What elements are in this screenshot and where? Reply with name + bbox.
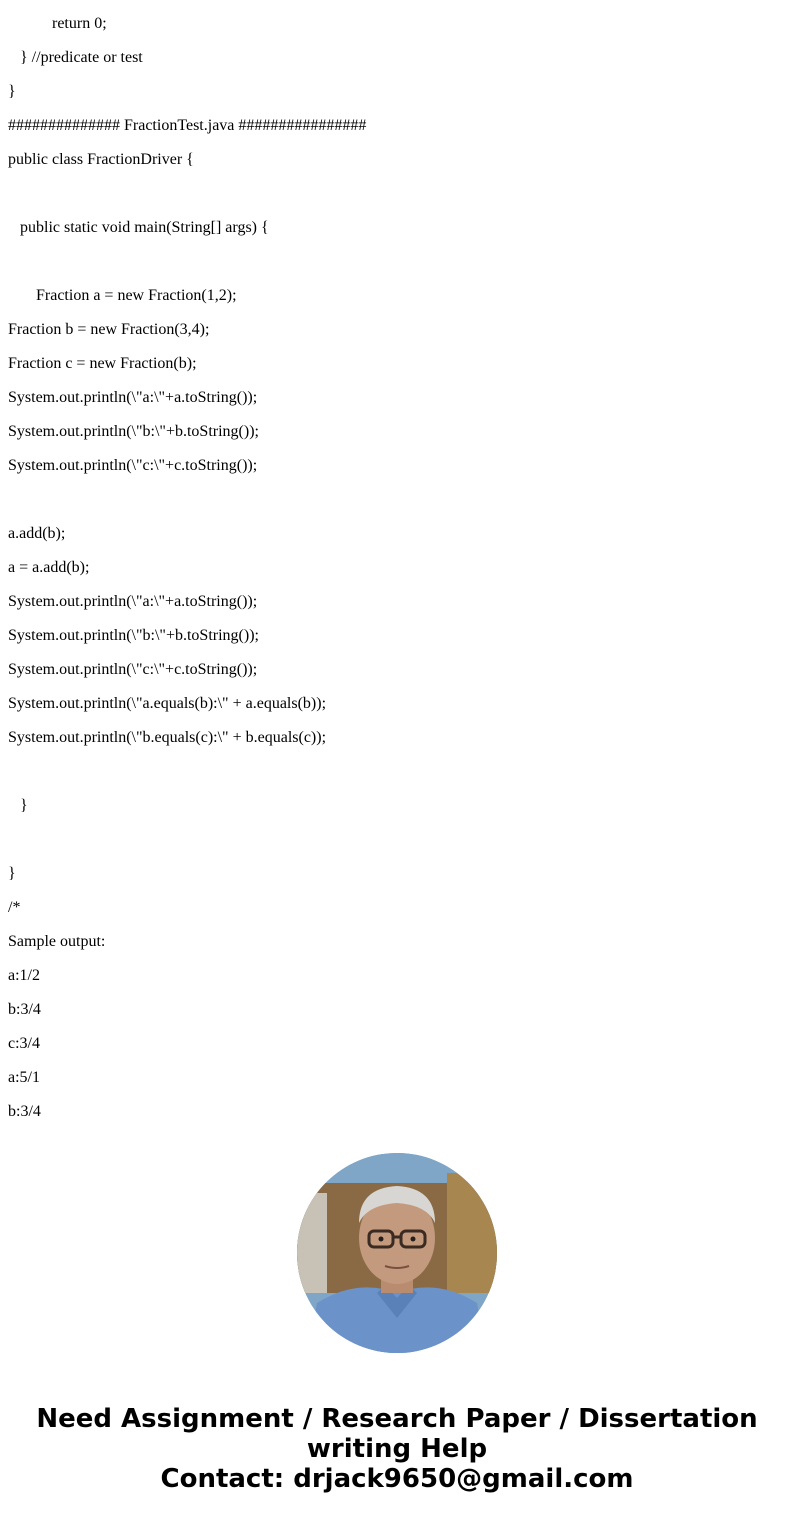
code-line: System.out.println(\"a:\"+a.toString());	[8, 389, 258, 406]
code-line: }	[8, 83, 16, 100]
code-line: Fraction a = new Fraction(1,2);	[8, 287, 237, 304]
code-line: a:5/1	[8, 1069, 40, 1086]
code-line: b:3/4	[8, 1103, 41, 1120]
code-line: return 0;	[8, 15, 107, 32]
code-line: System.out.println(\"b:\"+b.toString());	[8, 627, 259, 644]
code-line: System.out.println(\"c:\"+c.toString());	[8, 457, 258, 474]
code-line: c:3/4	[8, 1035, 40, 1052]
code-line: }	[8, 865, 16, 882]
code-line: System.out.println(\"b.equals(c):\" + b.equals(c));	[8, 729, 327, 746]
footer-contact-email: Contact: drjack9650@gmail.com	[160, 1464, 634, 1494]
footer-line-2: writing Help	[306, 1434, 488, 1464]
code-line: Fraction c = new Fraction(b);	[8, 355, 197, 372]
code-line: public class FractionDriver {	[8, 151, 194, 168]
footer-contact	[0, 1404, 794, 1494]
code-line: System.out.println(\"a:\"+a.toString());	[8, 593, 258, 610]
code-line: public static void main(String[] args) {	[8, 219, 269, 236]
code-line: } //predicate or test	[8, 49, 143, 66]
code-line: System.out.println(\"c:\"+c.toString());	[8, 661, 258, 678]
code-line: /*	[8, 899, 21, 916]
code-line: a:1/2	[8, 967, 40, 984]
code-line: }	[8, 797, 28, 814]
code-line: ############## FractionTest.java ################	[8, 117, 367, 134]
code-line: Sample output:	[8, 933, 106, 950]
code-line: System.out.println(\"a.equals(b):\" + a.equals(b));	[8, 695, 327, 712]
code-line: b:3/4	[8, 1001, 41, 1018]
code-line: a.add(b);	[8, 525, 66, 542]
code-line: System.out.println(\"b:\"+b.toString());	[8, 423, 259, 440]
code-line: Fraction b = new Fraction(3,4);	[8, 321, 210, 338]
author-avatar	[297, 1153, 497, 1353]
code-line: a = a.add(b);	[8, 559, 90, 576]
footer-line-1: Need Assignment / Research Paper / Dissertation	[36, 1404, 758, 1434]
